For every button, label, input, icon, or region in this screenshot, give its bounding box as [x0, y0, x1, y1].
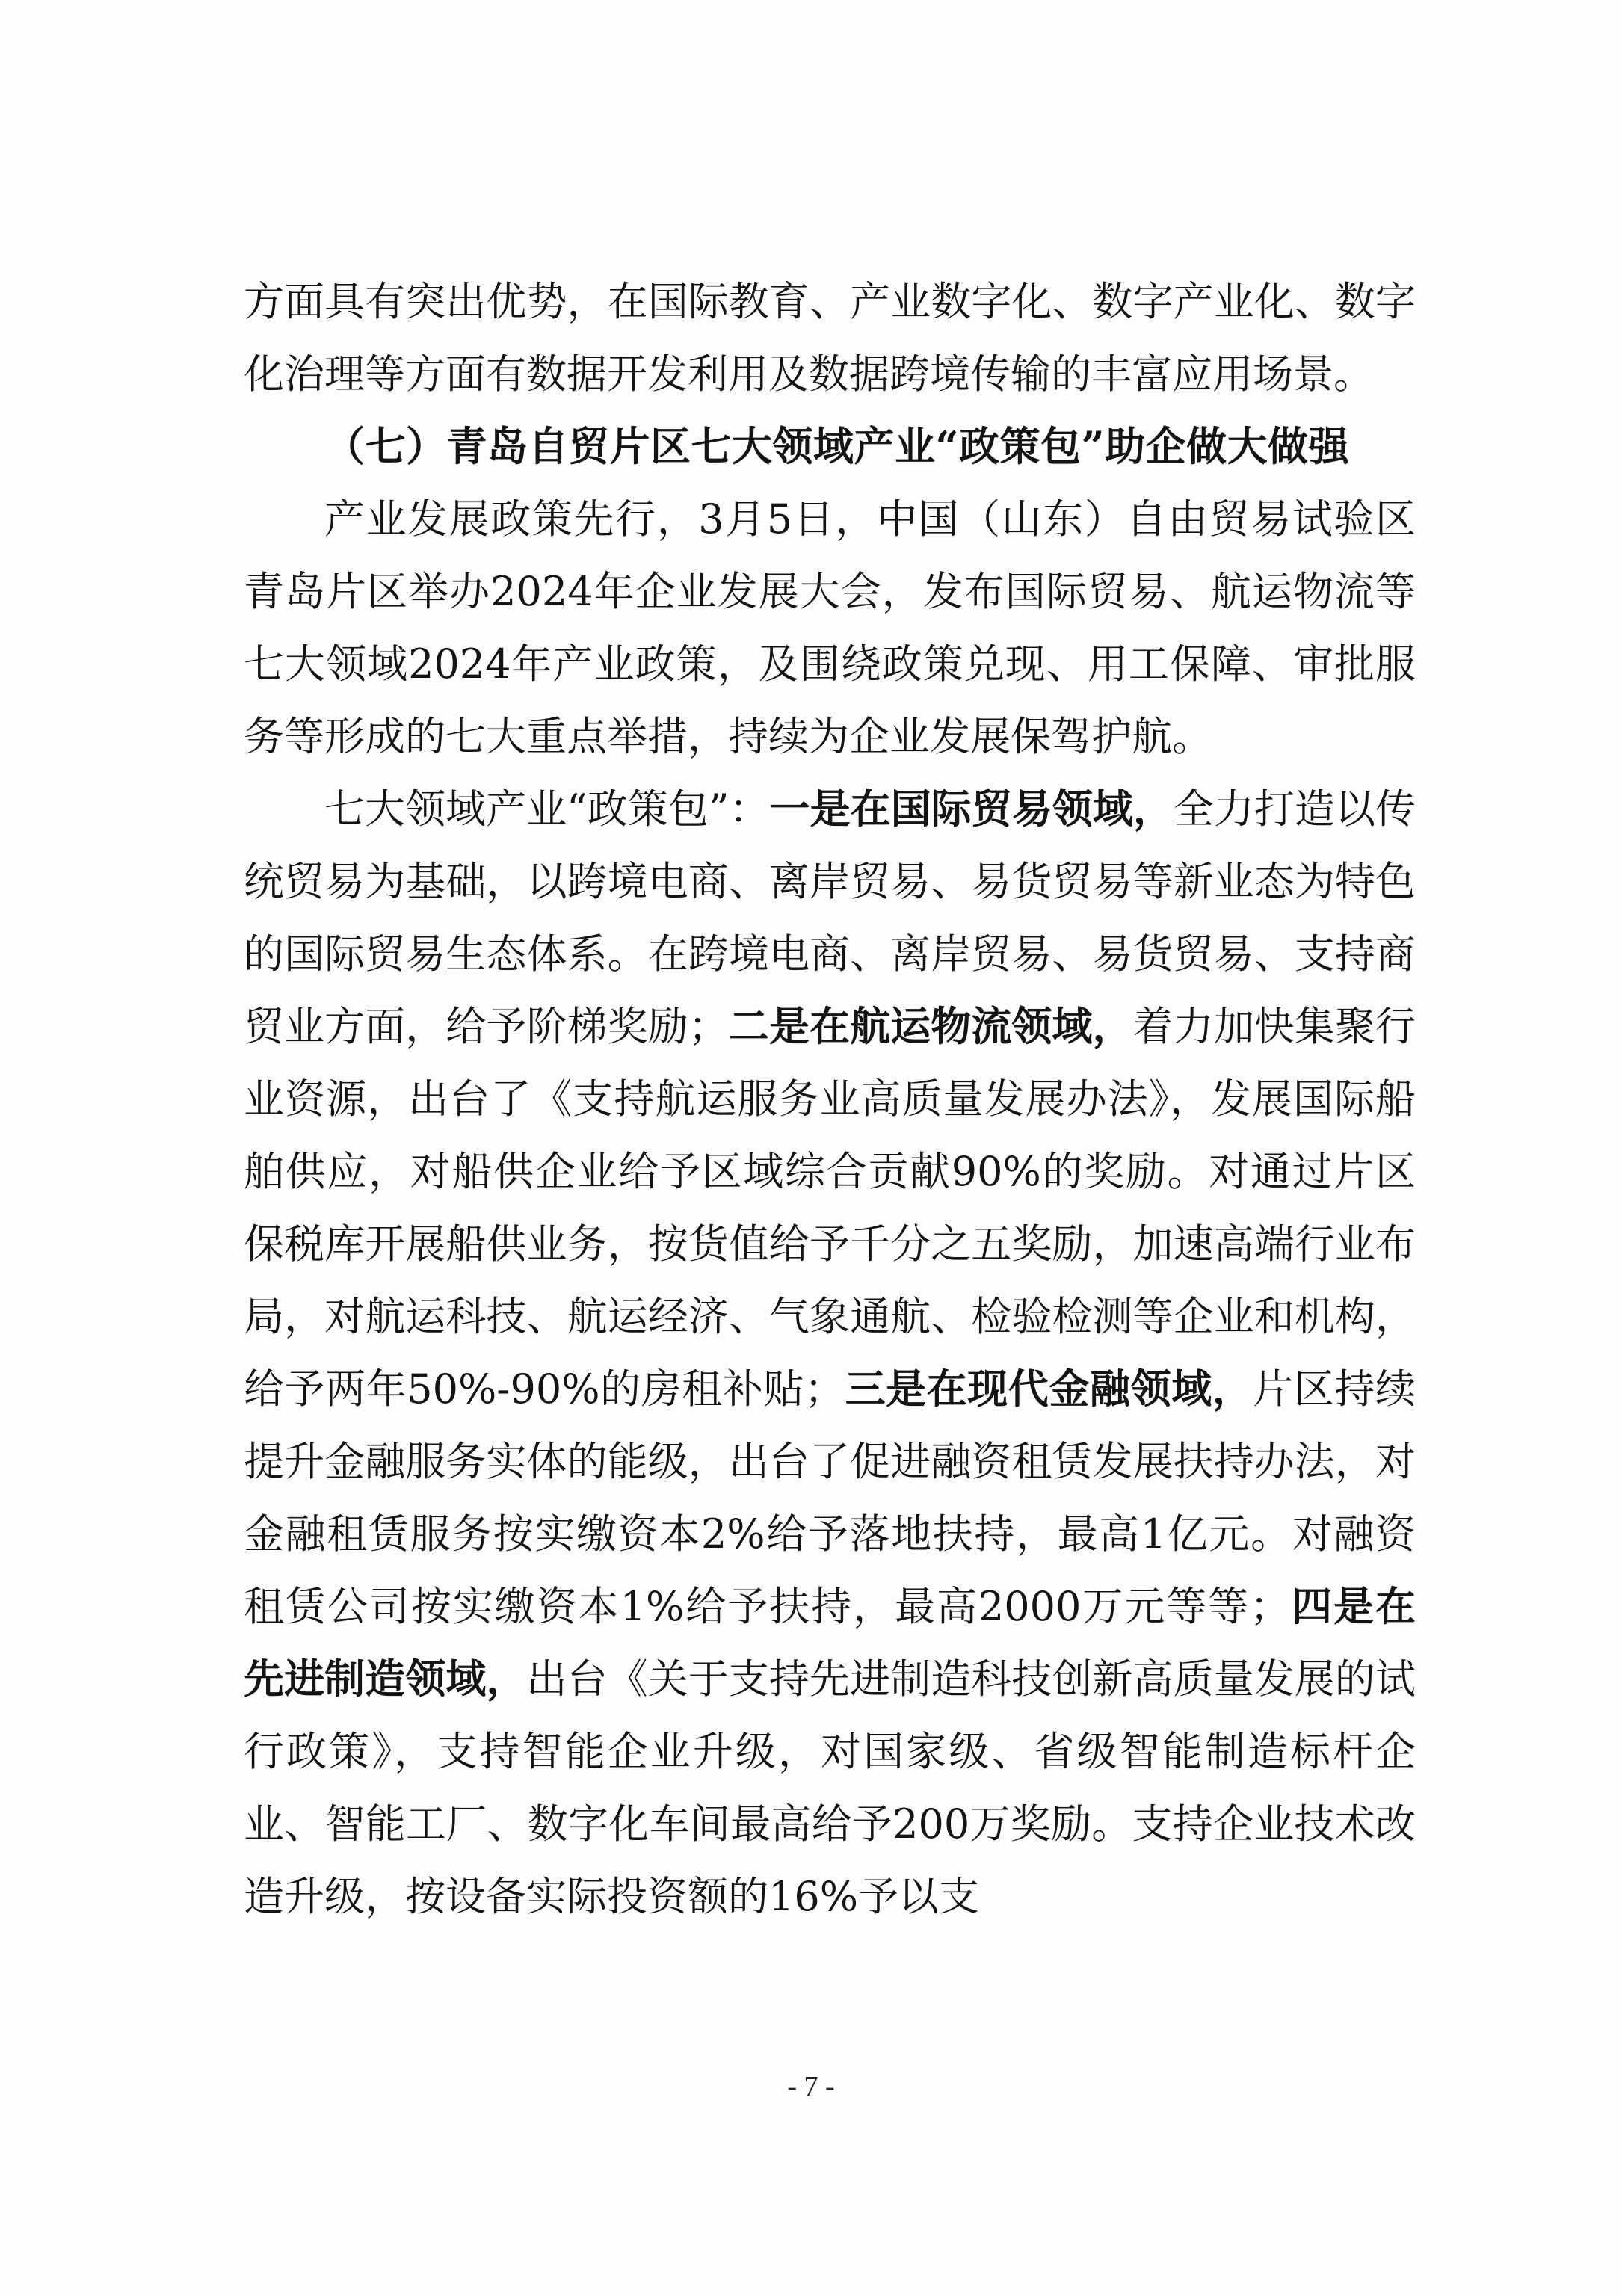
section-heading: （七）青岛自贸片区七大领域产业“政策包”助企做大做强 [324, 422, 1350, 470]
lead-advanced-manufacturing: 四是在先进制造领域， [244, 1582, 1416, 1703]
lead-modern-finance: 三是在现代金融领域， [845, 1365, 1253, 1413]
document-body [244, 265, 1416, 1933]
text-advanced-manufacturing: 出台《关于支持先进制造科技创新高质量发展的试行政策》，支持智能企业升级，对国家级、省级智能制造标杆企业、智能工厂、数字化车间最高给予200万奖励。支持企业技术改造升级，按设备实际投资额的16%予以支 [244, 1655, 1416, 1920]
paragraph-continuation: 方面具有突出优势，在国际教育、产业数字化、数字产业化、数字化治理等方面有数据开发利用及数据跨境传输的丰富应用场景。 [244, 278, 1416, 398]
lead-shipping-logistics: 二是在航运物流领域， [728, 1002, 1133, 1050]
paragraph-policy-intro: 产业发展政策先行，3月5日，中国（山东）自由贸易试验区青岛片区举办2024年企业发展大会，发布国际贸易、航运物流等七大领域2024年产业政策，及围绕政策兑现、用工保障、审批服务等形成的七大重点举措，持续为企业发展保驾护航。 [244, 496, 1416, 760]
text-shipping-logistics: 着力加快集聚行业资源，出台了《支持航运服务业高质量发展办法》，发展国际船舶供应，对船供企业给予区域综合贡献90%的奖励。对通过片区保税库开展船供业务，按货值给予千分之五奖励，加速高端行业布局，对航运科技、航运经济、气象通航、检验检测等企业和机构，给予两年50%-90%的房租补贴； [244, 1003, 1416, 1413]
page-number: - 7 - [787, 2071, 835, 2102]
paragraph-policy-package [244, 773, 1416, 1933]
lead-international-trade: 一是在国际贸易领域， [769, 785, 1174, 833]
policy-package-intro: 七大领域产业“政策包”： [324, 786, 770, 833]
text-modern-finance: 片区持续提升金融服务实体的能级，出台了促进融资租赁发展扶持办法，对金融租赁服务按实缴资本2%给予落地扶持，最高1亿元。对融资租赁公司按实缴资本1%给予扶持，最高2000万元等等； [244, 1365, 1416, 1630]
text-international-trade: 全力打造以传统贸易为基础，以跨境电商、离岸贸易、易货贸易等新业态为特色的国际贸易生态体系。在跨境电商、离岸贸易、易货贸易、支持商贸业方面，给予阶梯奖励； [244, 786, 1416, 1050]
